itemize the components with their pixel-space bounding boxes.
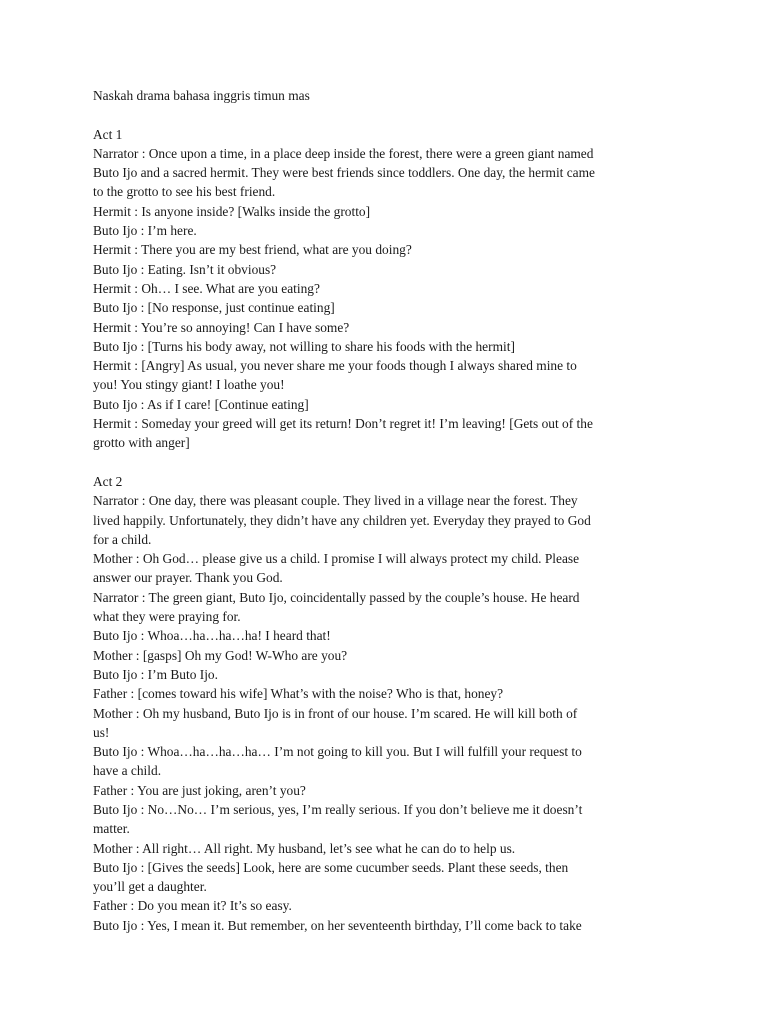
spacer [93,105,683,124]
script-line: Buto Ijo : I’m Buto Ijo. [93,666,218,682]
script-line: Narrator : Once upon a time, in a place deep inside the forest, there were a green giant named [93,145,594,161]
script-line: us! [93,724,110,740]
script-line: Mother : Oh God… please give us a child. I promise I will always protect my child. Please [93,551,580,567]
script-line: Buto Ijo : [Turns his body away, not willing to share his foods with the hermit] [93,338,515,354]
script-line: Hermit : [Angry] As usual, you never share me your foods though I always shared mine to [93,358,577,374]
script-line: for a child. [93,531,152,547]
document-title: Naskah drama bahasa inggris timun mas [93,88,310,103]
script-line: have a child. [93,763,162,779]
script-line: Father : [comes toward his wife] What’s with the noise? Who is that, honey? [93,686,504,702]
script-line: Mother : [gasps] Oh my God! W-Who are you? [93,647,348,663]
spacer [93,453,683,472]
act-heading: Act 1 [93,126,123,142]
script-line: to the grotto to see his best friend. [93,184,276,200]
script-line: Hermit : Someday your greed will get its return! Don’t regret it! I’m leaving! [Gets out of the [93,416,593,432]
script-line: Narrator : The green giant, Buto Ijo, coincidentally passed by the couple’s house. He heard [93,589,580,605]
script-line: answer our prayer. Thank you God. [93,570,283,586]
script-line: Narrator : One day, there was pleasant couple. They lived in a village near the forest. They [93,493,578,509]
script-line: Hermit : Oh… I see. What are you eating? [93,280,320,296]
script-line: Buto Ijo : Eating. Isn’t it obvious? [93,261,277,277]
script-line: what they were praying for. [93,609,241,625]
script-line: Buto Ijo : [No response, just continue eating] [93,300,335,316]
script-line: Buto Ijo : No…No… I’m serious, yes, I’m really serious. If you don’t believe me it doesn’t [93,801,583,817]
script-line: grotto with anger] [93,435,190,451]
act1-script [93,144,683,453]
script-line: Father : Do you mean it? It’s so easy. [93,898,292,914]
script-line: Buto Ijo and a sacred hermit. They were best friends since toddlers. One day, the hermit came [93,165,595,181]
script-line: Father : You are just joking, aren’t you? [93,782,306,798]
script-line: Mother : All right… All right. My husband, let’s see what he can do to help us. [93,840,516,856]
script-line: Buto Ijo : [Gives the seeds] Look, here are some cucumber seeds. Plant these seeds, then [93,859,569,875]
act-heading: Act 2 [93,473,123,489]
script-line: lived happily. Unfortunately, they didn’t have any children yet. Everyday they prayed to God [93,512,591,528]
script-line: Hermit : There you are my best friend, what are you doing? [93,242,412,258]
script-line: you’ll get a daughter. [93,879,207,895]
script-line: Buto Ijo : As if I care! [Continue eating] [93,396,309,412]
script-line: Buto Ijo : I’m here. [93,223,197,239]
script-line: Buto Ijo : Yes, I mean it. But remember, on her seventeenth birthday, I’ll come back to take [93,917,582,933]
act2-script [93,491,683,935]
script-line: Hermit : Is anyone inside? [Walks inside the grotto] [93,203,371,219]
script-line: you! You stingy giant! I loathe you! [93,377,285,393]
script-line: Buto Ijo : Whoa…ha…ha…ha! I heard that! [93,628,331,644]
script-line: Mother : Oh my husband, Buto Ijo is in front of our house. I’m scared. He will kill both of [93,705,578,721]
script-line: matter. [93,821,130,837]
script-line: Buto Ijo : Whoa…ha…ha…ha… I’m not going to kill you. But I will fulfill your request to [93,744,582,760]
document-body [93,86,683,935]
script-line: Hermit : You’re so annoying! Can I have some? [93,319,350,335]
